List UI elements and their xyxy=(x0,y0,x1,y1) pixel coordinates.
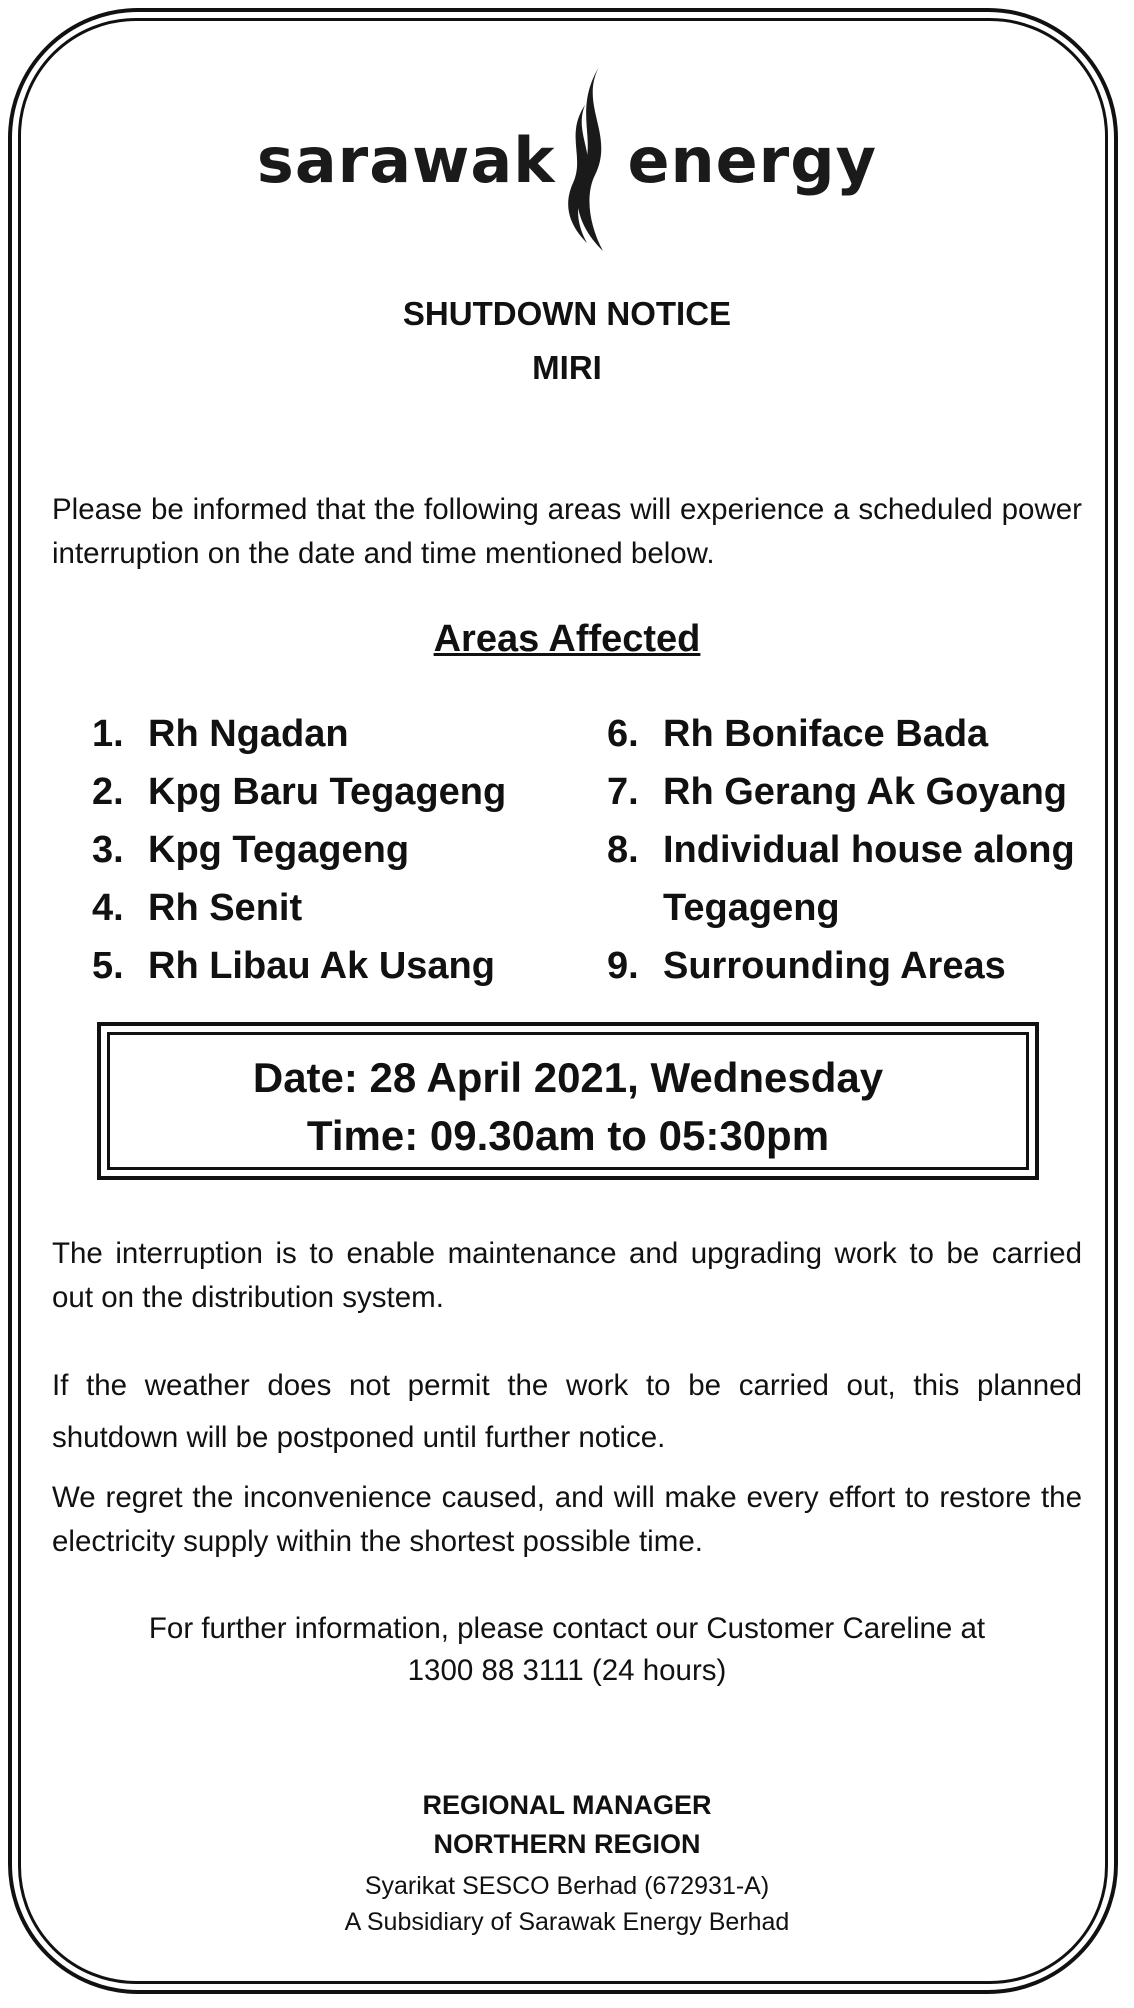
schedule-date: Date: 28 April 2021, Wednesday xyxy=(252,1054,884,1101)
area-name: Rh Gerang Ak Goyang xyxy=(663,771,1067,813)
area-name: Rh Ngadan xyxy=(148,713,349,755)
list-item xyxy=(92,821,572,879)
area-number: 8. xyxy=(607,829,639,871)
schedule-time: Time: 09.30am to 05:30pm xyxy=(306,1112,830,1159)
schedule-box-inner-border xyxy=(107,1032,1029,1170)
list-item xyxy=(607,937,1087,995)
reason-text: The interruption is to enable maintenance and upgrading work to be carried out on the distribution system. xyxy=(52,1237,1082,1314)
area-number: 1. xyxy=(92,713,124,755)
area-name: Rh Senit xyxy=(148,887,303,929)
intro-text: Please be informed that the following areas will experience a scheduled power interruption on the date and time mentioned below. xyxy=(52,493,1082,570)
list-item xyxy=(607,763,1087,821)
notice-location: MIRI xyxy=(532,349,602,386)
parent-company: A Subsidiary of Sarawak Energy Berhad xyxy=(344,1908,790,1936)
list-item xyxy=(607,705,1087,763)
notice-title: SHUTDOWN NOTICE xyxy=(402,295,732,332)
brand-name-left: sarawak xyxy=(256,123,556,197)
area-name: Kpg Baru Tegageng xyxy=(148,771,507,813)
flame-icon xyxy=(559,65,623,255)
contact-line: For further information, please contact our Customer Careline at xyxy=(148,1612,986,1645)
area-name: Rh Boniface Bada xyxy=(663,713,989,755)
schedule-box xyxy=(97,1022,1039,1180)
area-number: 9. xyxy=(607,945,639,987)
areas-heading: Areas Affected xyxy=(433,618,701,660)
area-number: 3. xyxy=(92,829,124,871)
area-number: 4. xyxy=(92,887,124,929)
brand-logo xyxy=(0,60,1134,260)
regret-text: We regret the inconvenience caused, and will make every effort to restore the electricity supply within the shortest possible time. xyxy=(52,1481,1082,1558)
list-item xyxy=(92,763,572,821)
list-item xyxy=(607,821,1087,937)
area-number: 5. xyxy=(92,945,124,987)
signatory-region: NORTHERN REGION xyxy=(433,1829,701,1859)
careline-number: 1300 88 3111 (24 hours) xyxy=(407,1654,727,1687)
company-name: Syarikat SESCO Berhad (672931-A) xyxy=(364,1872,770,1900)
area-number: 2. xyxy=(92,771,124,813)
list-item xyxy=(92,937,572,995)
area-name: Surrounding Areas xyxy=(663,945,1006,987)
brand-name-right: energy xyxy=(627,123,878,197)
weather-text: If the weather does not permit the work to be carried out, this planned shutdown will be postponed until further notice. xyxy=(52,1369,1082,1454)
list-item xyxy=(92,705,572,763)
areas-list-right xyxy=(607,705,1087,995)
areas-list-left xyxy=(92,705,572,995)
area-name: Individual house along Tegageng xyxy=(663,829,1075,929)
signatory-role: REGIONAL MANAGER xyxy=(422,1790,712,1820)
list-item xyxy=(92,879,572,937)
area-number: 7. xyxy=(607,771,639,813)
area-number: 6. xyxy=(607,713,639,755)
contact-info xyxy=(0,1608,1134,1692)
area-name: Kpg Tegageng xyxy=(148,829,410,871)
area-name: Rh Libau Ak Usang xyxy=(148,945,495,987)
